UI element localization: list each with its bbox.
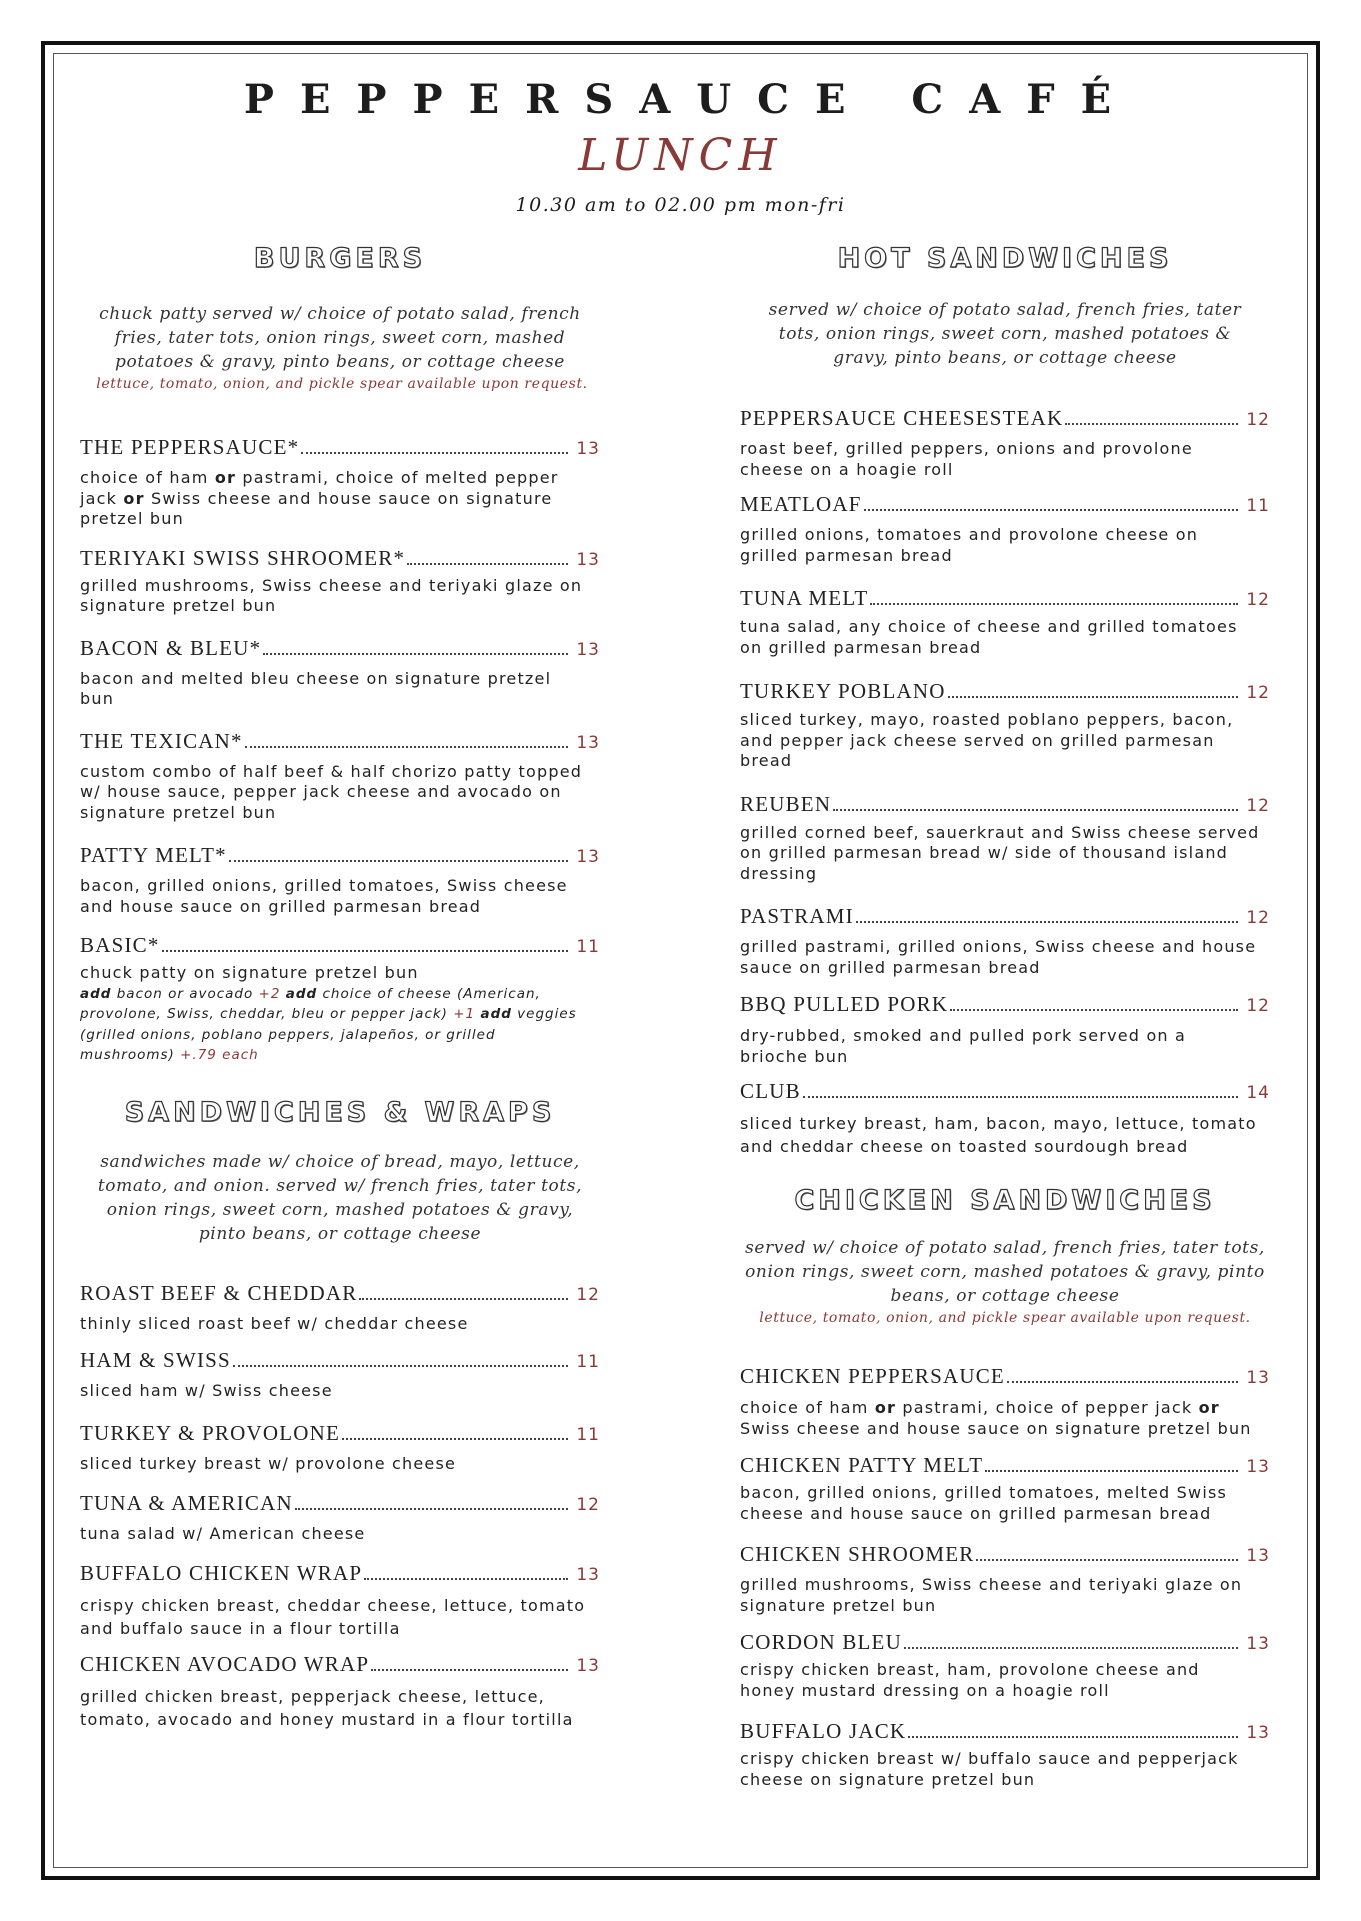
- item-price: 13: [576, 549, 600, 570]
- item-name: TERIYAKI SWISS SHROOMER*: [80, 545, 406, 570]
- item-price: 12: [576, 1284, 600, 1305]
- item-price: 13: [1246, 1368, 1270, 1388]
- menu-item: [80, 1559, 600, 1640]
- menu-item: [740, 490, 1270, 566]
- item-description: grilled mushrooms, Swiss cheese and teriyaki glaze on signature pretzel bun: [740, 1575, 1243, 1615]
- burgers-description: chuck patty served w/ choice of potato salad, french fries, tater tots, onion rings, sweet corn, mashed potatoes & gravy, pinto beans, or cottage cheese: [99, 304, 581, 372]
- item-price: 13: [576, 439, 600, 459]
- item-price: 12: [1246, 410, 1270, 430]
- menu-item: [80, 1279, 600, 1335]
- item-name: CHICKEN PATTY MELT: [740, 1453, 984, 1477]
- menu-item: [740, 1451, 1270, 1524]
- item-description: crispy chicken breast w/ buffalo sauce and pepperjack cheese on signature pretzel bun: [740, 1749, 1239, 1789]
- wraps-section: [80, 1096, 600, 1731]
- menu-item: [80, 1650, 600, 1731]
- item-name: REUBEN: [740, 791, 832, 816]
- chicken-sandwiches-section: [740, 1184, 1270, 1790]
- item-description: crispy chicken breast, cheddar cheese, lettuce, tomato and buffalo sauce in a flour tortilla: [80, 1595, 586, 1638]
- item-description: grilled pastrami, grilled onions, Swiss cheese and house sauce on grilled parmesan bread: [740, 937, 1257, 977]
- item-price: 12: [576, 1495, 600, 1515]
- item-description: dry-rubbed, smoked and pulled pork served on a brioche bun: [740, 1026, 1187, 1066]
- item-price: 13: [576, 1655, 600, 1676]
- hours-text: 10.30 am to 02.00 pm mon-fri: [515, 194, 846, 216]
- item-name: HAM & SWISS: [80, 1348, 231, 1372]
- item-price: 11: [1246, 496, 1270, 516]
- burgers-section: [80, 242, 600, 1066]
- item-description: bacon, grilled onions, grilled tomatoes, Swiss cheese and house sauce on grilled parmesan bread: [80, 876, 568, 916]
- item-description: tuna salad, any choice of cheese and grilled tomatoes on grilled parmesan bread: [740, 617, 1238, 657]
- item-name: TUNA MELT: [740, 586, 869, 610]
- chicken-sandwiches-description: served w/ choice of potato salad, french fries, tater tots, onion rings, sweet corn, mashed potatoes & gravy, pinto beans, or cottage cheese: [745, 1238, 1265, 1306]
- item-description: sliced ham w/ Swiss cheese: [80, 1381, 333, 1400]
- item-description: grilled mushrooms, Swiss cheese and teriyaki glaze on signature pretzel bun: [80, 575, 583, 615]
- menu-item: [740, 677, 1270, 772]
- item-price: 11: [576, 937, 600, 957]
- item-name: CHICKEN AVOCADO WRAP: [80, 1651, 370, 1676]
- item-name: CHICKEN PEPPERSAUCE: [740, 1364, 1005, 1388]
- item-name: TURKEY POBLANO: [740, 679, 946, 703]
- item-name: BASIC*: [80, 933, 160, 957]
- item-price: 12: [1246, 590, 1270, 610]
- item-price: 14: [1246, 1083, 1270, 1103]
- item-name: PASTRAMI: [740, 904, 854, 928]
- hot-sandwiches-description: served w/ choice of potato salad, french fries, tater tots, onion rings, sweet corn, mashed potatoes & gravy, pinto beans, or cottage cheese: [768, 300, 1242, 368]
- menu-item: [740, 790, 1270, 885]
- item-price: 13: [1246, 1723, 1270, 1743]
- chicken-sandwiches-note: lettuce, tomato, onion, and pickle spear available upon request.: [759, 1310, 1251, 1326]
- item-name: BUFFALO CHICKEN WRAP: [80, 1560, 363, 1585]
- menu-item: [740, 1540, 1270, 1616]
- item-price: 12: [1246, 795, 1270, 816]
- meal-title: LUNCH: [578, 130, 783, 181]
- item-price: 11: [576, 1424, 600, 1445]
- item-price: 13: [1246, 1457, 1270, 1477]
- menu-item: [80, 1346, 600, 1402]
- add-ons-text: add bacon or avocado +2 add choice of cheese (American, provolone, Swiss, cheddar, bleu or pepper jack) +1 add veggies (grilled onions, poblano peppers, jalapeños, or grilled mushrooms) +.79 each: [80, 985, 577, 1063]
- item-name: THE PEPPERSAUCE*: [80, 435, 300, 459]
- item-name: PATTY MELT*: [80, 843, 227, 867]
- item-name: TUNA & AMERICAN: [80, 1491, 293, 1515]
- menu-item: [80, 1419, 600, 1475]
- menu-item: [740, 1362, 1270, 1439]
- menu-item: [80, 931, 600, 1066]
- section-title-wraps: SANDWICHES & WRAPS: [124, 1096, 556, 1128]
- item-name: BACON & BLEU*: [80, 635, 262, 660]
- item-price: 13: [576, 639, 600, 660]
- cafe-title: PEPPERSAUCE CAFÉ: [243, 76, 1138, 123]
- menu-item: [80, 1489, 600, 1545]
- menu-item: [740, 902, 1270, 978]
- item-description: sliced turkey breast, ham, bacon, mayo, lettuce, tomato and cheddar cheese on toasted sourdough bread: [740, 1114, 1257, 1156]
- menu-item: [80, 544, 600, 617]
- item-price: 12: [1246, 908, 1270, 928]
- item-description: grilled chicken breast, pepperjack cheese, lettuce, tomato, avocado and honey mustard in a flour tortilla: [80, 1686, 574, 1729]
- item-price: 11: [576, 1352, 600, 1372]
- item-description: choice of ham or pastrami, choice of pepper jack or Swiss cheese and house sauce on signature pretzel bun: [740, 1398, 1252, 1438]
- menu-item: [740, 1628, 1270, 1701]
- item-description: grilled onions, tomatoes and provolone cheese on grilled parmesan bread: [740, 525, 1199, 565]
- wraps-description: sandwiches made w/ choice of bread, mayo, lettuce, tomato, and onion. served w/ french fries, tater tots, onion rings, sweet corn, mashed potatoes & gravy, pinto beans, or cottage cheese: [97, 1151, 583, 1244]
- menu-item: [80, 634, 600, 710]
- right-column: [740, 242, 1270, 1790]
- item-description: crispy chicken breast, ham, provolone cheese and honey mustard dressing on a hoagie roll: [740, 1660, 1200, 1700]
- item-name: PEPPERSAUCE CHEESESTEAK: [740, 406, 1064, 430]
- menu-item: [740, 404, 1270, 480]
- menu-item: [740, 584, 1270, 658]
- menu-item: [80, 727, 600, 824]
- item-price: 12: [1246, 996, 1270, 1016]
- menu-item: [740, 990, 1270, 1067]
- item-price: 13: [576, 1564, 600, 1585]
- burgers-note: lettuce, tomato, onion, and pickle spear available upon request.: [96, 376, 588, 392]
- section-title-chicken-sandwiches: CHICKEN SANDWICHES: [794, 1185, 1216, 1216]
- item-price: 13: [1246, 1546, 1270, 1566]
- item-name: THE TEXICAN*: [80, 728, 243, 753]
- menu-header: [0, 74, 1361, 216]
- section-title-burgers: BURGERS: [253, 243, 427, 274]
- item-description: roast beef, grilled peppers, onions and provolone cheese on a hoagie roll: [740, 439, 1193, 479]
- item-description: tuna salad w/ American cheese: [80, 1524, 366, 1543]
- menu-item: [740, 1717, 1270, 1790]
- item-name: CLUB: [740, 1079, 801, 1103]
- section-title-hot-sandwiches: HOT SANDWICHES: [837, 243, 1173, 274]
- menu-item: [80, 433, 600, 530]
- item-name: ROAST BEEF & CHEDDAR: [80, 1280, 358, 1305]
- item-description: chuck patty on signature pretzel bun: [80, 963, 419, 982]
- item-price: 13: [1246, 1634, 1270, 1654]
- hot-sandwiches-section: [740, 242, 1270, 1158]
- item-price: 13: [576, 847, 600, 867]
- item-name: CORDON BLEU: [740, 1630, 902, 1654]
- item-description: grilled corned beef, sauerkraut and Swiss cheese served on grilled parmesan bread w/ side of thousand island dressing: [740, 822, 1260, 883]
- left-column: [80, 242, 600, 1731]
- item-name: MEATLOAF: [740, 492, 862, 516]
- item-name: CHICKEN SHROOMER: [740, 1542, 975, 1566]
- item-description: sliced turkey, mayo, roasted poblano peppers, bacon, and pepper jack cheese served on grilled parmesan bread: [740, 710, 1234, 770]
- menu-item: [740, 1077, 1270, 1158]
- item-description: custom combo of half beef & half chorizo patty topped w/ house sauce, pepper jack cheese and avocado on signature pretzel bun: [80, 761, 583, 822]
- item-name: BUFFALO JACK: [740, 1719, 907, 1743]
- item-description: sliced turkey breast w/ provolone cheese: [80, 1453, 457, 1473]
- item-description: choice of ham or pastrami, choice of melted pepper jack or Swiss cheese and house sauce on signature pretzel bun: [80, 468, 559, 528]
- item-description: thinly sliced roast beef w/ cheddar cheese: [80, 1313, 469, 1333]
- item-description: bacon and melted bleu cheese on signature pretzel bun: [80, 668, 552, 708]
- item-price: 13: [576, 732, 600, 753]
- item-price: 12: [1246, 683, 1270, 703]
- item-name: TURKEY & PROVOLONE: [80, 1420, 340, 1445]
- menu-item: [80, 841, 600, 917]
- item-description: bacon, grilled onions, grilled tomatoes, melted Swiss cheese and house sauce on grilled parmesan bread: [740, 1483, 1228, 1523]
- item-name: BBQ PULLED PORK: [740, 992, 949, 1016]
